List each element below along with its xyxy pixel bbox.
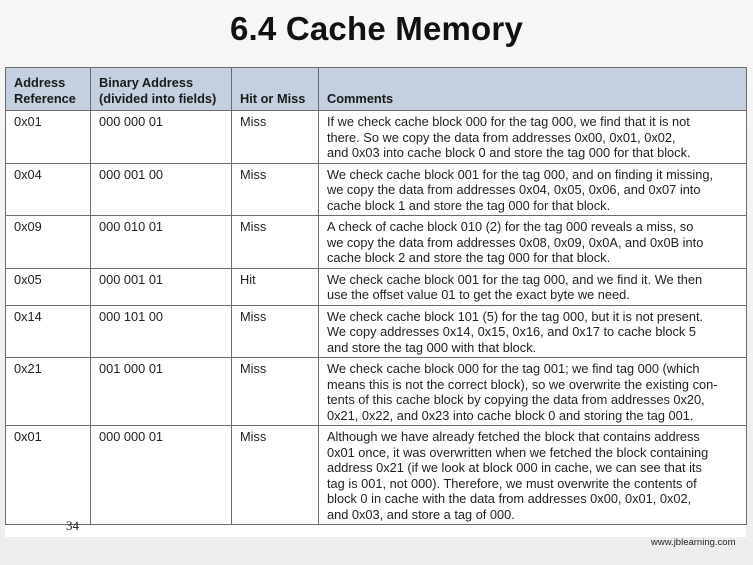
cell-hit-or-miss: Hit [232,268,319,305]
table-row [6,268,747,305]
cell-address: 0x01 [6,426,91,525]
table-row [6,111,747,164]
cell-binary-address: 000 101 00 [91,305,232,358]
cell-address: 0x05 [6,268,91,305]
cell-hit-or-miss: Miss [232,163,319,216]
cell-hit-or-miss: Miss [232,216,319,269]
cell-hit-or-miss: Miss [232,358,319,426]
table-row [6,216,747,269]
header-address-reference: Address Reference [6,68,91,111]
cell-comment: We check cache block 000 for the tag 001; we find tag 000 (which means this is not the correct block), so we overwrite the existing con- tents of this cache block by copying the data from addresses 0x20, 0x21, 0x22, and 0x23 into cache block 0 and storing the tag 001. [319,358,747,426]
table-row [6,163,747,216]
cell-comment: We check cache block 101 (5) for the tag 000, but it is not present. We copy addresses 0x14, 0x15, 0x16, and 0x17 to cache block 5 and store the tag 000 with that block. [319,305,747,358]
table-header-row [6,68,747,111]
cell-binary-address: 000 010 01 [91,216,232,269]
slide-title: 6.4 Cache Memory [230,10,523,47]
header-binary-address: Binary Address (divided into fields) [91,68,232,111]
cell-comment: We check cache block 001 for the tag 000, and on finding it missing, we copy the data from addresses 0x04, 0x05, 0x06, and 0x07 into cache block 1 and store the tag 000 for that block. [319,163,747,216]
cell-address: 0x04 [6,163,91,216]
cell-address: 0x21 [6,358,91,426]
cell-hit-or-miss: Miss [232,426,319,525]
cell-binary-address: 000 001 01 [91,268,232,305]
cell-comment: If we check cache block 000 for the tag 000, we find that it is not there. So we copy the data from addresses 0x00, 0x01, 0x02, and 0x03 into cache block 0 and store the tag 000 for that block. [319,111,747,164]
source-url: www.jblearning.com [651,537,736,548]
cache-access-table [5,67,747,525]
cell-comment: A check of cache block 010 (2) for the tag 000 reveals a miss, so we copy the data from addresses 0x08, 0x09, 0x0A, and 0x0B into cache block 2 and store the tag 000 for that block. [319,216,747,269]
cell-address: 0x14 [6,305,91,358]
cell-comment: Although we have already fetched the block that contains address 0x01 once, it was overwritten when we fetched the block containing address 0x21 (if we look at block 000 in cache, we can see that its tag is 001, not 000). Therefore, we must overwrite the contents of block 0 in cache with the data from addresses 0x00, 0x01, 0x02, and 0x03, and store a tag of 000. [319,426,747,525]
header-comments: Comments [319,68,747,111]
cell-binary-address: 001 000 01 [91,358,232,426]
table-row [6,305,747,358]
cell-hit-or-miss: Miss [232,305,319,358]
cell-binary-address: 000 000 01 [91,111,232,164]
cell-address: 0x09 [6,216,91,269]
table-row [6,358,747,426]
cell-address: 0x01 [6,111,91,164]
page-number: 34 [66,518,79,533]
cache-table-container [5,67,746,537]
cell-hit-or-miss: Miss [232,111,319,164]
header-hit-or-miss: Hit or Miss [232,68,319,111]
cell-binary-address: 000 000 01 [91,426,232,525]
cell-comment: We check cache block 001 for the tag 000, and we find it. We then use the offset value 01 to get the exact byte we need. [319,268,747,305]
table-row [6,426,747,525]
cell-binary-address: 000 001 00 [91,163,232,216]
